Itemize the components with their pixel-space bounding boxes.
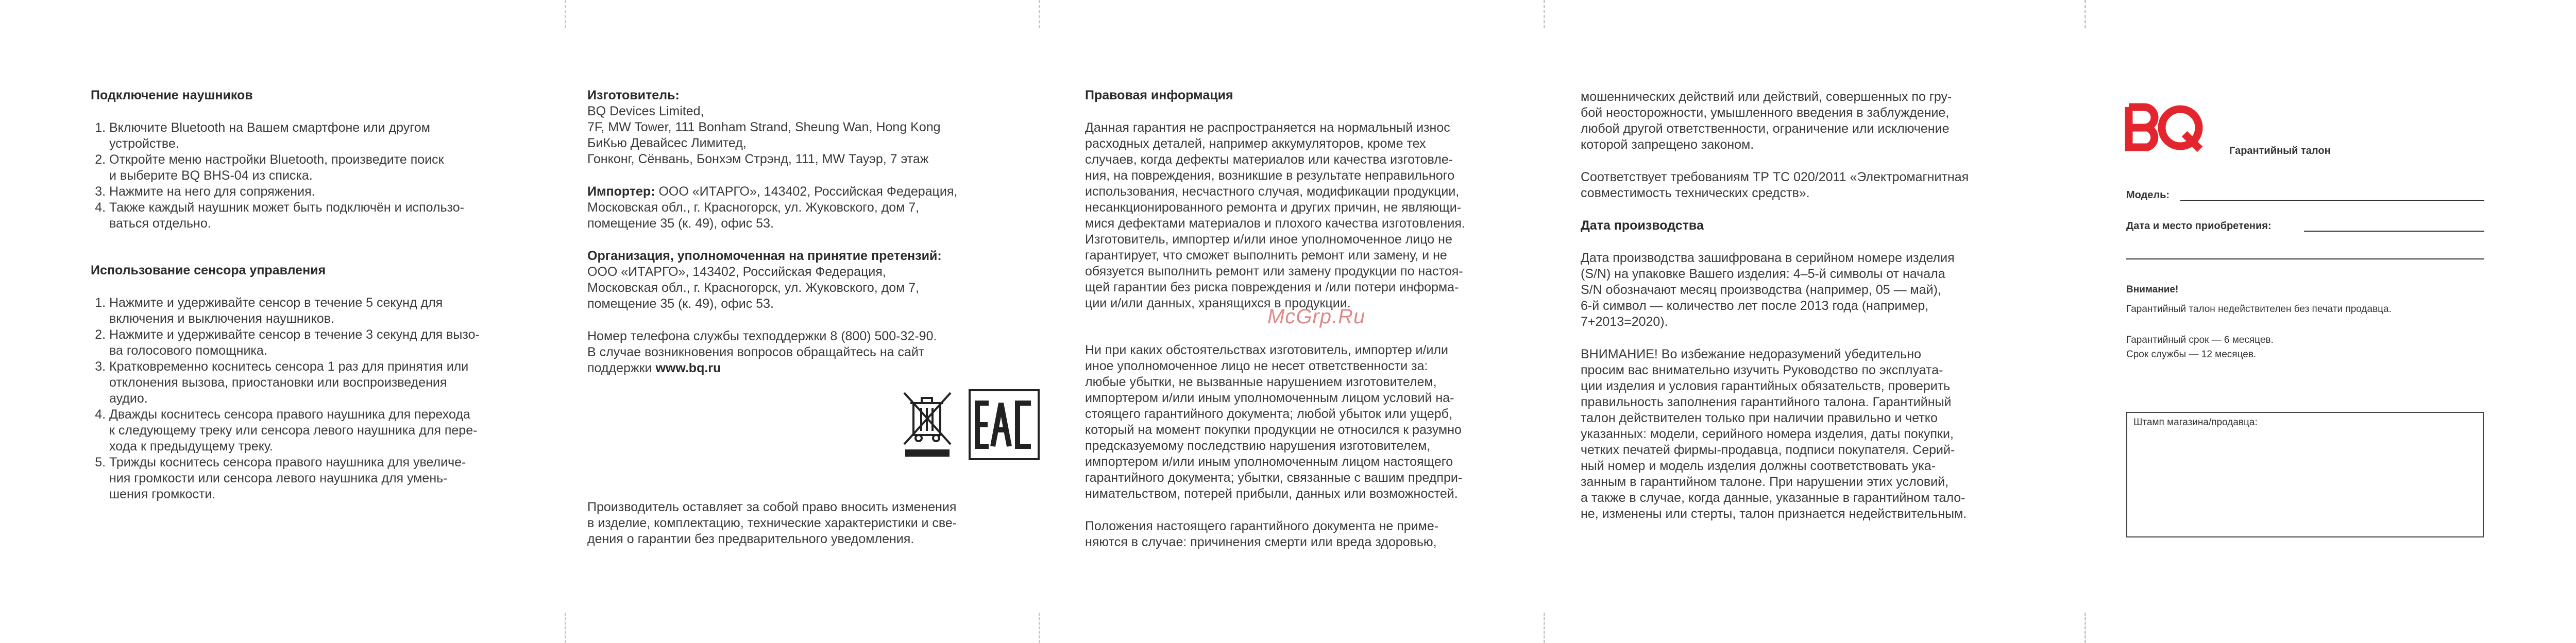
text-line: Изготовитель, импортер и/или иное уполномоченное лицо не [1085, 232, 1452, 247]
text-line: любые убытки, не вызванные нарушением изготовителем, [1085, 375, 1437, 389]
fold-mark [2084, 613, 2086, 643]
text-line: указанных: модели, серийного номера изделия, даты покупки, [1581, 427, 1954, 441]
warranty-card [2124, 103, 2567, 428]
text-line: 7F, MW Tower, 111 Bonham Strand, Sheung Wan, Hong Kong [587, 120, 941, 134]
text-line: гарантирует, что сможет выполнить ремонт или замену, и не [1085, 248, 1447, 263]
purchase-place-field[interactable] [2126, 258, 2484, 259]
list-item [109, 407, 554, 455]
text-line: В случае возникновения вопросов обращайтесь на сайт [587, 345, 925, 359]
manufacturer-info-column [587, 88, 1041, 546]
text-line: ции изделия и условия гарантийных обязательств, проверить [1581, 379, 1951, 393]
text-line: импортером и/или иным уполномоченным лицом условий на- [1085, 391, 1454, 405]
list-item-line: ва голосового помощника. [109, 343, 267, 358]
manufacturer-block [587, 88, 1041, 167]
text-line: щей гарантии без риска повреждения и /или потери информа- [1085, 280, 1459, 294]
list-item-line: устройстве. [109, 136, 179, 151]
text-line: не, изменены или стерты, талон признается недействительным. [1581, 507, 1967, 521]
list-item-line: 1. Нажмите и удерживайте сенсор в течение 5 секунд для [109, 296, 443, 310]
text-line: Московская обл., г. Красногорск, ул. Жуковского, дом 7, [587, 281, 920, 295]
text-line: ООО «ИТАРГО», 143402, Российская Федерация, [655, 184, 958, 199]
card-title: Гарантийный талон [2229, 145, 2331, 157]
text-line: помещение 35 (к. 49), офис 53. [587, 216, 774, 231]
certification-icons [899, 389, 1040, 463]
fold-mark [1039, 0, 1040, 28]
bq-logo-icon [2124, 103, 2206, 152]
text-line: талон действителен только при наличии правильно и четко [1581, 411, 1938, 425]
list-item [109, 152, 554, 184]
attention-label: Внимание! [2126, 284, 2179, 295]
list-item-line: 5. Трижды коснитесь сенсора правого наушника для увеличе- [109, 455, 466, 470]
list-item-line: ваться отдельно. [109, 216, 211, 231]
sensor-steps-list [91, 295, 554, 502]
text-line: а также в случае, когда данные, указанные в гарантийном тало- [1581, 491, 1965, 505]
invalid-without-stamp-note: Гарантийный талон недействителен без печати продавца. [2126, 304, 2392, 315]
text-line: ООО «ИТАРГО», 143402, Российская Федерация, [587, 265, 886, 279]
fold-mark [2084, 0, 2086, 28]
text-line: несанкционированного ремонта и других причин, не являющи- [1085, 200, 1462, 215]
text-line: (S/N) на упаковке Вашего изделия: 4–5-й символы от начала [1581, 267, 1945, 281]
text-line: которой запрещено законом. [1581, 137, 1754, 152]
support-lines [587, 328, 1041, 360]
liability-paragraph [1581, 89, 2055, 153]
text-line: 6-й символ — количество лет после 2013 года (например, [1581, 299, 1929, 313]
text-line: импортером и/или иным уполномоченным лицом настоящего [1085, 455, 1453, 469]
list-item-line: 1. Включите Bluetooth на Вашем смартфоне или другом [109, 120, 430, 135]
sensor-heading: Использование сенсора управления [91, 263, 326, 277]
list-item-line: ния громкости или сенсора левого наушника для умень- [109, 471, 448, 485]
fold-mark [1544, 0, 1545, 28]
text-line: просим вас внимательно изучить Руководство по эксплуата- [1581, 363, 1943, 377]
list-item-line: 3. Нажмите на него для сопряжения. [109, 184, 315, 199]
list-item-line: 4. Также каждый наушник может быть подключён и использо- [109, 200, 464, 215]
service-life: Срок службы — 12 месяцев. [2126, 349, 2257, 360]
text-line: BQ Devices Limited, [587, 104, 704, 118]
text-line: мися дефектами материалов и плохого качества изготовления. [1085, 216, 1465, 231]
text-line: мошеннических действий или действий, совершенных по гру- [1581, 90, 1952, 104]
text-line: помещение 35 (к. 49), офис 53. [587, 297, 774, 311]
text-line: в изделие, комплектацию, технические характеристики и све- [587, 516, 957, 530]
text-line: использования, несчастного случая, модификации продукции, [1085, 184, 1460, 199]
headphones-instructions-column [91, 88, 554, 533]
manufacturer-label: Изготовитель: [587, 88, 680, 102]
text-line: нимательством, потерей прибыли, данных или возможностей. [1085, 486, 1458, 501]
list-item-line: 2. Нажмите и удерживайте сенсор в течение 3 секунд для вызо- [109, 327, 480, 342]
model-label: Модель: [2126, 189, 2170, 201]
text-line: стоящего гарантийного документа; любой убыток или ущерб, [1085, 407, 1452, 421]
legal-paragraph-3 [1085, 518, 1549, 550]
claims-org-block [587, 248, 1041, 312]
model-field[interactable] [2180, 200, 2484, 201]
compliance-paragraph [1581, 169, 2055, 201]
list-item-line: аудио. [109, 391, 148, 406]
support-prefix: поддержки [587, 361, 656, 375]
text-line: БиКью Девайсес Лимитед, [587, 136, 747, 150]
support-block [587, 328, 1041, 376]
list-item [109, 295, 554, 327]
text-line: няются в случае: причинения смерти или вреда здоровью, [1085, 535, 1437, 549]
purchase-date-field[interactable] [2304, 231, 2484, 232]
claims-org-label: Организация, уполномоченная на принятие претензий: [587, 249, 942, 263]
text-line: бой неосторожности, умышленного введения в заблуждение, [1581, 106, 1950, 120]
text-line: ный номер и модель изделия должны соответствовать ука- [1581, 459, 1936, 473]
eac-mark-icon [968, 389, 1040, 461]
list-item-line: 2. Откройте меню настройки Bluetooth, произведите поиск [109, 152, 444, 167]
legal-heading: Правовая информация [1085, 88, 1233, 102]
weee-bin-icon [899, 389, 956, 461]
text-line: расходных деталей, например аккумуляторов, кроме тех [1085, 136, 1426, 151]
text-line: правильность заполнения гарантийного талона. Гарантийный [1581, 395, 1952, 409]
fold-mark [1039, 613, 1040, 643]
list-item-line: шения громкости. [109, 487, 216, 501]
production-date-heading: Дата производства [1581, 218, 1704, 233]
text-line: Данная гарантия не распространяется на нормальный износ [1085, 120, 1450, 135]
text-line: Производитель оставляет за собой право вносить изменения [587, 500, 957, 514]
watermark: McGrp.Ru [1267, 305, 1366, 328]
legal-paragraph-1 [1085, 120, 1549, 311]
list-item-line: и выберите BQ BHS-04 из списка. [109, 168, 313, 183]
importer-lines [587, 184, 1041, 232]
legal-paragraph-2 [1085, 342, 1549, 502]
production-date-column [1581, 89, 2055, 538]
stamp-label: Штамп магазина/продавца: [2133, 417, 2258, 428]
stamp-box [2126, 412, 2484, 537]
text-line: дения о гарантии без предварительного уведомления. [587, 532, 914, 546]
connect-heading: Подключение наушников [91, 88, 253, 102]
list-item [109, 200, 554, 232]
text-line: 7+2013=2020). [1581, 315, 1668, 329]
text-line: ВНИМАНИЕ! Во избежание недоразумений убедительно [1581, 347, 1922, 361]
text-line: ния, на повреждения, возникшие в результате неправильного [1085, 168, 1455, 183]
text-line: Дата производства зашифрована в серийном номере изделия [1581, 251, 1955, 265]
manufacturer-lines [587, 103, 1041, 167]
list-item-line: 4. Дважды коснитесь сенсора правого наушника для перехода [109, 407, 470, 422]
text-line: предсказуемому последствию нарушения изготовителем, [1085, 439, 1431, 453]
text-line: Гонконг, Сёнвань, Бонхэм Стрэнд, 111, MW Тауэр, 7 этаж [587, 152, 929, 166]
text-line: Положения настоящего гарантийного документа не приме- [1085, 519, 1439, 533]
text-line: S/N обозначают месяц производства (например, 05 — май), [1581, 283, 1941, 297]
importer-block [587, 184, 1041, 232]
text-line: иное уполномоченное лицо не несет ответственности за: [1085, 359, 1428, 373]
text-line: Московская обл., г. Красногорск, ул. Жуковского, дом 7, [587, 200, 920, 215]
fold-mark [1544, 613, 1545, 643]
importer-label: Импортер: [587, 184, 655, 199]
list-item [109, 184, 554, 200]
text-line: занным в гарантийном талоне. При нарушении этих условий, [1581, 475, 1949, 489]
text-line: случаев, когда дефекты материалов или качества изготовле- [1085, 152, 1453, 167]
list-item [109, 120, 554, 152]
production-date-paragraph [1581, 250, 2055, 330]
text-line: который на момент покупки продукции не относился к разумно [1085, 423, 1462, 437]
text-line: любой другой ответственности, ограничение или исключение [1581, 121, 1950, 136]
support-site-link[interactable]: www.bq.ru [655, 361, 721, 375]
text-line: Соответствует требованиям ТР ТС 020/2011 «Электромагнитная [1581, 170, 1969, 184]
warning-paragraph [1581, 346, 2055, 522]
text-line: Номер телефона службы техподдержки 8 (800) 500-32-90. [587, 329, 937, 343]
warranty-period: Гарантийный срок — 6 месяцев. [2126, 335, 2274, 345]
list-item [109, 359, 554, 407]
list-item-line: хода к предыдущему треку. [109, 439, 273, 454]
fold-mark [565, 613, 566, 643]
text-line: ции и/или данных, хранящихся в продукции. [1085, 296, 1351, 310]
list-item [109, 455, 554, 502]
claims-org-lines [587, 264, 1041, 312]
list-item-line: включения и выключения наушников. [109, 311, 334, 326]
connect-steps-list [91, 120, 554, 232]
text-line: четких печатей фирмы-продавца, подписи покупателя. Серий- [1581, 443, 1955, 457]
fold-mark [565, 0, 566, 28]
purchase-date-label: Дата и место приобретения: [2126, 220, 2272, 232]
changes-disclaimer [587, 499, 1041, 547]
list-item-line: отклонения вызова, приостановки или воспроизведения [109, 375, 447, 390]
text-line: гарантийного документа; убытки, связанные с вашим предпри- [1085, 471, 1463, 485]
text-line: совместимость технических средств». [1581, 186, 1810, 200]
list-item-line: к следующему треку или сенсора левого наушника для пере- [109, 423, 478, 438]
list-item [109, 327, 554, 359]
list-item-line: 3. Кратковременно коснитесь сенсора 1 раз для принятия или [109, 359, 469, 374]
text-line: Ни при каких обстоятельствах изготовитель, импортер и/или [1085, 343, 1448, 357]
text-line: обязуется выполнить ремонт или замену продукции по настоя- [1085, 264, 1463, 279]
